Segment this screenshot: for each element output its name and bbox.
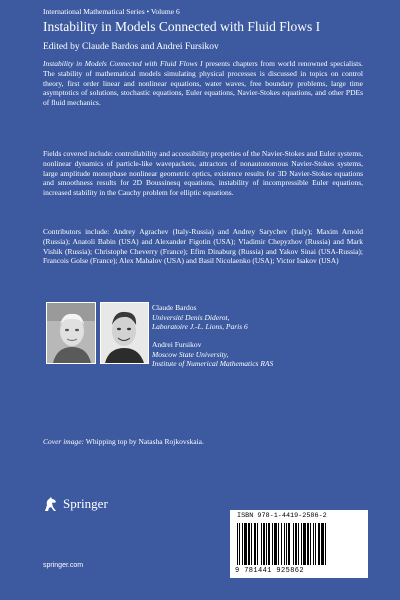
editor-photo-fursikov: [100, 302, 149, 364]
barcode-bar: [281, 523, 282, 565]
barcode-bar: [325, 523, 326, 565]
barcode-bar: [237, 523, 238, 565]
publisher-name: Springer: [63, 496, 108, 511]
barcode-bar: [274, 523, 277, 565]
book-title: Instability in Models Connected with Fluid Flows I: [43, 19, 321, 34]
barcode-bar: [242, 523, 243, 565]
series-line: International Mathematical Series • Volume 6: [43, 7, 180, 16]
barcode-bar: [293, 523, 294, 565]
contributors-paragraph: Contributors include: Andrey Agrachev (Italy-Russia) and Andrey Sarychev (Italy); Maxim Arnold (Russia); Anatoli Babin (USA) and Alexander Figotin (USA); Vladimir Chepyzhov (Russia) and Mark Vishik (Russia); Christophe Cheverry (France); Efim Dinaburg (Russia) and Yakov Sinai (USA-Russia); Francois Golse (France); Alex Mahalov (USA) and Basil Nicolaenko (USA); Victor Isakov (USA): [43, 227, 363, 266]
editors-line: Edited by Claude Bardos and Andrei Fursikov: [43, 42, 219, 52]
barcode-bar: [239, 523, 240, 565]
barcode-bar: [257, 523, 258, 565]
barcode-bar: [254, 523, 256, 565]
cover-image-credit: [43, 437, 204, 446]
editor-affiliation: Institute of Numerical Mathematics RAS: [152, 359, 274, 368]
barcode-bar: [301, 523, 302, 565]
barcode-bar: [286, 523, 287, 565]
portrait-fursikov-icon: [101, 303, 148, 363]
barcode-bar: [315, 523, 316, 565]
barcode-bar: [248, 523, 250, 565]
portrait-bardos-icon: [47, 303, 95, 363]
barcode-bar: [298, 523, 299, 565]
springer-logo: [42, 495, 108, 513]
barcode-bar: [244, 523, 247, 565]
editor-info-fursikov: [152, 340, 273, 369]
editor-affiliation: Moscow State University,: [152, 349, 229, 359]
publisher-url[interactable]: springer.com: [43, 562, 84, 569]
barcode-digits: 9 781441 925862: [235, 567, 305, 575]
editor-affiliation: Laboratoire J.-L. Lions, Paris 6: [152, 322, 248, 331]
barcode-bar: [263, 523, 265, 565]
description-book-title: Instability in Models Connected with Fluid Flows I: [43, 59, 203, 68]
editor-affiliation: Université Denis Diderot,: [152, 312, 230, 322]
isbn-text: ISBN 978-1-4419-2586-2: [237, 512, 327, 520]
barcode-icon: [237, 523, 362, 565]
isbn-barcode-box: [230, 510, 368, 578]
barcode-bar: [268, 523, 270, 565]
barcode-bar: [318, 523, 320, 565]
barcode-bar: [310, 523, 311, 565]
barcode-bar: [321, 523, 324, 565]
barcode-bar: [284, 523, 285, 565]
barcode-bar: [307, 523, 309, 565]
barcode-bar: [295, 523, 297, 565]
barcode-bar: [278, 523, 279, 565]
barcode-bar: [303, 523, 306, 565]
barcode-bar: [251, 523, 252, 565]
fields-paragraph: Fields covered include: controllability and accessibility properties of the Navier-Stokes and Euler systems, nonlinear dynamics of particle-like wavepackets, attractors of nonautonomous Navier-Stokes systems, large amplitude monophase nonlinear geometric optics, existence results for 3D Navier-Stokes equations and smoothness results for 2D Boussinesq equations, instability of incompressible Euler equations, increased stability in the Cauchy problem for elliptic equations.: [43, 149, 363, 198]
barcode-bar: [272, 523, 273, 565]
description-paragraph: [43, 59, 363, 108]
barcode-bar: [266, 523, 267, 565]
editor-info-bardos: [152, 303, 248, 332]
springer-horse-logo-icon: [42, 495, 60, 513]
cover-image-label: Cover image:: [43, 437, 85, 446]
editor-name: Andrei Fursikov: [152, 340, 202, 349]
description-text: presents chapters from world renowned specialists. The stability of mathematical models simulating physical processes is discussed in topics on control theory, first order linear and nonlinear equations, water waves, free boundary problems, large time asymptotics of solutions, stochastic equations, Euler equations, Navier-Stokes equations, and other PDEs of fluid mechanics.: [43, 59, 364, 108]
cover-image-text: Whipping top by Natasha Rojkovskaia.: [84, 437, 204, 446]
barcode-bar: [313, 523, 314, 565]
editor-name: Claude Bardos: [152, 303, 197, 312]
barcode-bar: [261, 523, 262, 565]
editor-photo-bardos: [46, 302, 96, 364]
barcode-bar: [288, 523, 290, 565]
